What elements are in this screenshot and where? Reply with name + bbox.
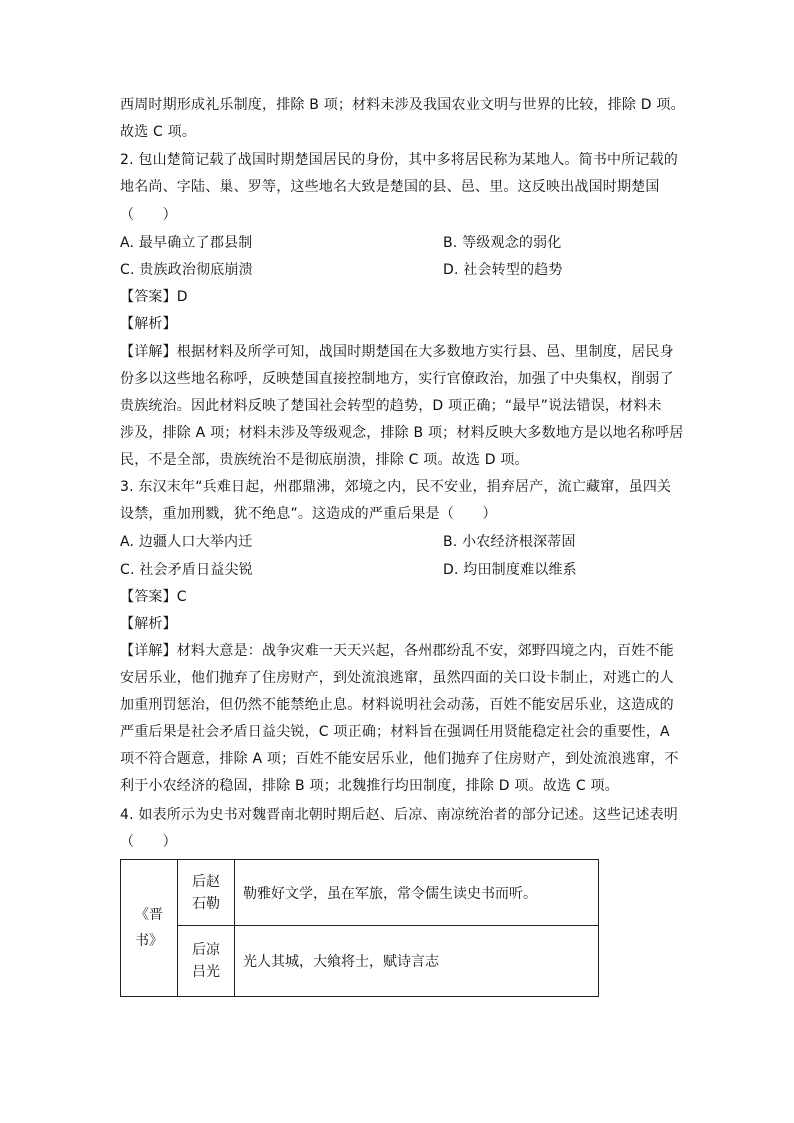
detail-line: 民，不是全部，贵族统治不是彻底崩溃，排除 C 项。故选 D 项。 bbox=[120, 452, 529, 468]
state-name: 后赵 bbox=[192, 873, 220, 890]
book-title: 《晋书》 bbox=[135, 907, 163, 949]
analysis-label: 【解析】 bbox=[120, 616, 177, 632]
option-d: D. 均田制度难以维系 bbox=[443, 562, 577, 578]
option-a: A. 最早确立了郡县制 bbox=[120, 235, 253, 251]
question-3-stem: 设禁，重加刑戮，犹不绝息”。这造成的严重后果是（ ） bbox=[120, 506, 497, 522]
detail-line: 涉及，排除 A 项；材料未涉及等级观念，排除 B 项；材料反映大多数地方是以地名称呼居 bbox=[120, 425, 684, 441]
detail-line: 项不符合题意，排除 A 项；百姓不能安居乐业，他们抛弃了住房财产，到处流浪逃窜，不 bbox=[120, 751, 679, 767]
analysis-label: 【解析】 bbox=[120, 316, 177, 332]
detail-line: 利于小农经济的稳固，排除 B 项；北魏推行均田制度，排除 D 项。故选 C 项。 bbox=[120, 778, 619, 794]
option-b: B. 小农经济根深蒂固 bbox=[443, 534, 576, 550]
table-row bbox=[121, 860, 599, 926]
answer-label: 【答案】C bbox=[120, 589, 187, 605]
detail-line: 【详解】材料大意是：战争灾难一天天兴起，各州郡纷乱不安，郊野四境之内，百姓不能 bbox=[120, 643, 674, 659]
detail-line: 安居乐业，他们抛弃了住房财产，到处流浪逃窜，虽然四面的关口设卡制止，对逃亡的人 bbox=[120, 670, 674, 686]
option-b: B. 等级观念的弱化 bbox=[443, 235, 562, 251]
book-title-cell bbox=[121, 860, 178, 997]
detail-line: 严重后果是社会矛盾日益尖锐，C 项正确；材料旨在强调任用贤能稳定社会的重要性，A bbox=[120, 724, 670, 740]
question-2-stem: 地名尚、字陆、巢、罗等，这些地名大致是楚国的县、邑、里。这反映出战国时期楚国 bbox=[120, 179, 660, 195]
option-a: A. 边疆人口大举内迁 bbox=[120, 534, 253, 550]
question-2-stem: （ ） bbox=[120, 207, 177, 223]
source-table bbox=[120, 859, 599, 997]
ruler-cell bbox=[178, 926, 235, 997]
detail-line: 加重刑罚惩治，但仍然不能禁绝止息。材料说明社会动荡，百姓不能安居乐业，这造成的 bbox=[120, 697, 674, 713]
detail-line: 份多以这些地名称呼，反映楚国直接控制地方，实行官僚政治，加强了中央集权，削弱了 bbox=[120, 371, 674, 387]
question-4-stem: （ ） bbox=[120, 834, 177, 850]
ruler-name: 吕光 bbox=[192, 964, 220, 981]
question-2-stem: 2. 包山楚简记载了战国时期楚国居民的身份，其中多将居民称为某地人。简书中所记载的 bbox=[120, 152, 679, 168]
detail-line: 【详解】根据材料及所学可知，战国时期楚国在大多数地方实行县、邑、里制度，居民身 bbox=[120, 344, 674, 360]
text-line: 故选 C 项。 bbox=[120, 124, 197, 140]
text-line: 西周时期形成礼乐制度，排除 B 项；材料未涉及我国农业文明与世界的比较，排除 D 项。 bbox=[120, 97, 685, 113]
table-row bbox=[121, 926, 599, 997]
record-text: 勒雅好文学，虽在军旅，常令儒生读史书而听。 bbox=[235, 860, 599, 926]
answer-label: 【答案】D bbox=[120, 289, 188, 305]
question-4-stem: 4. 如表所示为史书对魏晋南北朝时期后赵、后凉、南凉统治者的部分记述。这些记述表明 bbox=[120, 807, 679, 823]
option-d: D. 社会转型的趋势 bbox=[443, 262, 563, 278]
ruler-cell bbox=[178, 860, 235, 926]
state-name: 后凉 bbox=[192, 942, 220, 959]
question-3-stem: 3. 东汉末年“兵难日起，州郡鼎沸，郊境之内，民不安业，捐弃居产，流亡藏窜，虽四关 bbox=[120, 479, 672, 495]
detail-line: 贵族统治。因此材料反映了楚国社会转型的趋势，D 项正确；“最早”说法错误，材料未 bbox=[120, 398, 662, 414]
option-c: C. 贵族政治彻底崩溃 bbox=[120, 262, 253, 278]
option-c: C. 社会矛盾日益尖锐 bbox=[120, 562, 253, 578]
record-text: 光人其城，大飨将士，赋诗言志 bbox=[235, 926, 599, 997]
ruler-name: 石勒 bbox=[192, 895, 220, 912]
